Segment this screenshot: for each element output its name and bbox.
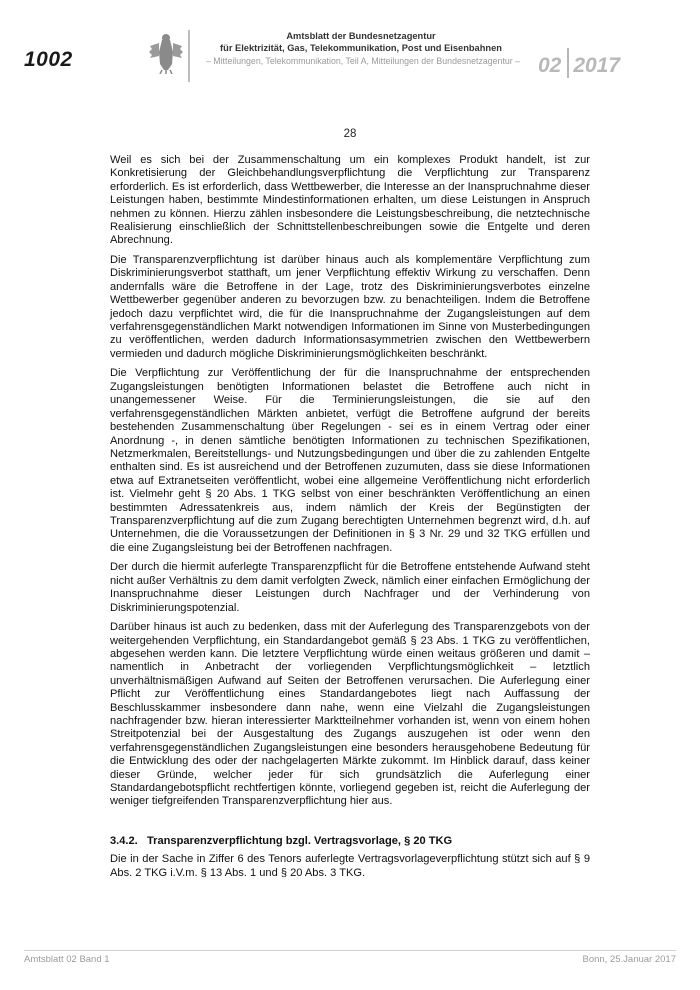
header-divider — [188, 30, 190, 82]
issue-date — [538, 48, 620, 78]
body-paragraph: Der durch die hiermit auferlegte Transparenzpflicht für die Betroffene entstehende Aufwand steht nicht außer Verhältnis zu dem damit verfolgten Zweck, nämlich einer einfachen Ermöglichung der Inanspruchnahme dieser Leistungen durch Nachfrager und der Verhinderung von Diskriminierungspotenzial. — [110, 561, 590, 614]
federal-eagle-icon — [148, 30, 184, 74]
issue-year: 2017 — [573, 54, 621, 77]
body-paragraph: Darüber hinaus ist auch zu bedenken, dass mit der Auferlegung des Transparenzgebots von der weitergehenden Verpflichtung, ein Standardangebot gemäß § 23 Abs. 1 TKG zu veröffentlichen, abgesehen werden kann. Die letztere Verpflichtung würde einen weitaus größeren und damit – namentlich in Anbetracht der vorliegenden Verpflichtungsmöglichkeit – letztlich unverhältnismäßigen Aufwand auf Seiten der Betroffenen verursachen. Die Auferlegung einer Pflicht zur Veröffentlichung eines Standardangebotes liegt nach Auffassung der Beschlusskammer insbesondere dann nahe, wenn eine Vielzahl die Zugangsleistungen nachfragender bzw. hieran interessierter Marktteilnehmer vorhanden ist, wenn von einem hohen Streitpotenzial bei der Ausgestaltung des Zugangs auszugehen ist oder wenn den verfahrensgegenständlichen Zugangsleistungen eine besonders herausgehobene Bedeutung für die Entwicklung des oder der nachgelagerten Märkte zukommt. Im Hinblick darauf, dass keiner dieser Gründe, welcher jeder für sich grundsätzlich die Auferlegung einer Standardangebotspflicht rechtfertigen könnte, vorliegend gegeben ist, reicht die Auferlegung der weniger tiefgreifenden Transparenzverpflichtung hier aus. — [110, 621, 590, 808]
body-paragraph: Die Verpflichtung zur Veröffentlichung der für die Inanspruchnahme der entsprechenden Zugangsleistungen benötigten Informationen belastet die Betroffene auch nicht in unangemessener Weise. Für die Terminierungsleistungen, die sie auf den verfahrensgegenständlichen Märkten anbietet, verfügt die Betroffene aufgrund der bereits bestehenden Zusammenschaltung über Regelungen - sei es in einem Vertrag oder einer Anordnung -, in denen sämtliche benötigten Informationen zu technischen Spezifikationen, Netzmerkmalen, Bereitstellungs- und Nutzungsbedingungen und über die zu zahlenden Entgelte enthalten sind. Es ist ausreichend und der Betroffenen zuzumuten, dass sie diese Informationen etwa auf Extranetseiten veröffentlicht, wobei eine allgemeine Veröffentlichung nicht erforderlich ist. Vielmehr geht § 20 Abs. 1 TKG selbst von einer beschränkten Veröffentlichung an einen bestimmten Adressatenkreis aus, indem nämlich der Kreis der Begünstigten der Transparenzverpflichtung auf die zum Zugang berechtigten Unternehmen begrenzt wird, d.h. auf Unternehmen, die die Voraussetzungen der Definitionen in § 3 Nr. 29 und 32 TKG erfüllen und die eine Zugangsleistung bei der Betroffenen nachfragen. — [110, 367, 590, 554]
issue-label: 02 — [538, 54, 562, 77]
footer-publication: Amtsblatt 02 Band 1 — [24, 954, 110, 965]
publication-title-line-1: Amtsblatt der Bundesnetzagentur — [286, 31, 436, 41]
publication-subtitle: – Mitteilungen, Telekommunikation, Teil A, Mitteilungen der Bundesnetzagentur – — [205, 56, 521, 66]
document-body — [110, 154, 590, 886]
issue-separator — [567, 48, 569, 78]
section-paragraph: Die in der Sache in Ziffer 6 des Tenors auferlegte Vertragsvorlageverpflichtung stützt sich auf § 9 Abs. 2 TKG i.V.m. § 13 Abs. 1 und § 20 Abs. 3 TKG. — [110, 853, 590, 879]
page-number: 28 — [343, 128, 357, 140]
body-paragraph: Weil es sich bei der Zusammenschaltung um ein komplexes Produkt handelt, ist zur Konkretisierung der Gleichbehandlungsverpflichtung die Verpflichtung zur Transparenz erforderlich. Es ist erforderlich, dass Wettbewerber, die Interesse an der Inanspruchnahme dieser Leistungen haben, bestimmte Mindestinformationen erhalten, um diese Leistungen in Anspruch nehmen zu können. Hierzu zählen insbesondere die Leistungsbeschreibung, die netztechnische Realisierung einschließlich der Schnittstellenbeschreibungen sowie die Entgelte und deren Abrechnung. — [110, 154, 590, 247]
footer-divider — [24, 950, 676, 951]
footer-date: Bonn, 25.Januar 2017 — [582, 954, 676, 965]
section-heading: 3.4.2. Transparenzverpflichtung bzgl. Vertragsvorlage, § 20 TKG — [110, 834, 453, 847]
body-paragraph: Die Transparenzverpflichtung ist darüber hinaus auch als komplementäre Verpflichtung zum Diskriminierungsverbot statthaft, um jener Verpflichtung effektiv Wirkung zu verschaffen. Denn andernfalls wäre die Betroffene in der Lage, trotz des Diskriminierungsverbotes einzelne Wettbewerber gegenüber anderen zu bevorzugen bzw. zu benachteiligen. Indem die Betroffene jedoch dazu verpflichtet wird, die für die Inanspruchnahme der Zugangsleistungen auf dem verfahrensgegenständlichen Markt notwendigen Informationen im Sinne von Musterbedingungen zu veröffentlichen, werden dadurch Informationsasymmetrien zwischen den Wettbewerbern vermieden und dadurch mögliche Diskriminierungsmöglichkeiten beschränkt. — [110, 254, 590, 360]
issue-number: 1002 — [24, 48, 73, 71]
publication-title — [196, 31, 526, 54]
publication-title-line-2: für Elektrizität, Gas, Telekommunikation, Post und Eisenbahnen — [220, 42, 502, 53]
